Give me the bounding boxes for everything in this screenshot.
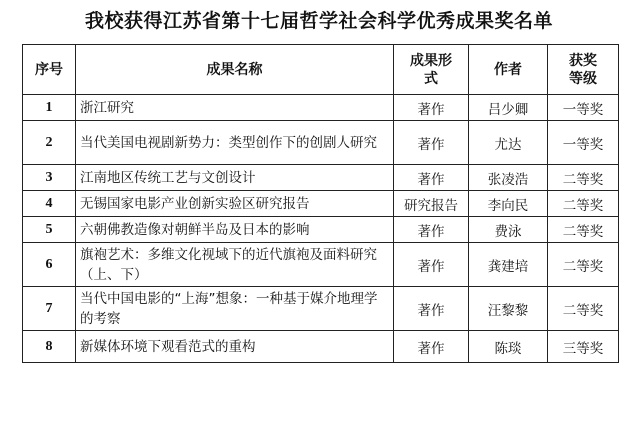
row-number: 2 bbox=[23, 121, 76, 165]
work-author: 汪黎黎 bbox=[469, 287, 548, 331]
work-title: 江南地区传统工艺与文创设计 bbox=[76, 165, 394, 191]
awards-table bbox=[22, 44, 619, 363]
row-number: 1 bbox=[23, 95, 76, 121]
work-title: 浙江研究 bbox=[76, 95, 394, 121]
award-level: 二等奖 bbox=[548, 243, 619, 287]
row-number: 4 bbox=[23, 191, 76, 217]
work-author: 费泳 bbox=[469, 217, 548, 243]
header-author: 作者 bbox=[469, 45, 548, 95]
header-no: 序号 bbox=[23, 45, 76, 95]
work-type: 研究报告 bbox=[394, 191, 469, 217]
work-title: 当代中国电影的“上海”想象：一种基于媒介地理学的考察 bbox=[76, 287, 394, 331]
award-level: 二等奖 bbox=[548, 191, 619, 217]
work-author: 吕少卿 bbox=[469, 95, 548, 121]
page-title: 我校获得江苏省第十七届哲学社会科学优秀成果奖名单 bbox=[84, 10, 553, 32]
work-author: 龚建培 bbox=[469, 243, 548, 287]
work-type: 著作 bbox=[394, 217, 469, 243]
row-number: 5 bbox=[23, 217, 76, 243]
row-number: 8 bbox=[23, 331, 76, 363]
work-title: 无锡国家电影产业创新实验区研究报告 bbox=[76, 191, 394, 217]
award-level: 二等奖 bbox=[548, 165, 619, 191]
work-type: 著作 bbox=[394, 95, 469, 121]
header-level-line1: 获奖 bbox=[569, 52, 597, 69]
row-number: 6 bbox=[23, 243, 76, 287]
header-level bbox=[548, 45, 619, 95]
row-number: 3 bbox=[23, 165, 76, 191]
work-type: 著作 bbox=[394, 165, 469, 191]
table-row bbox=[23, 191, 619, 217]
work-title: 六朝佛教造像对朝鲜半岛及日本的影响 bbox=[76, 217, 394, 243]
work-author: 张凌浩 bbox=[469, 165, 548, 191]
header-name: 成果名称 bbox=[76, 45, 394, 95]
work-type: 著作 bbox=[394, 243, 469, 287]
award-level: 一等奖 bbox=[548, 95, 619, 121]
work-title: 新媒体环境下观看范式的重构 bbox=[76, 331, 394, 363]
header-type-line2: 式 bbox=[424, 70, 438, 87]
table-row bbox=[23, 121, 619, 165]
award-level: 三等奖 bbox=[548, 331, 619, 363]
work-title: 当代美国电视剧新势力：类型创作下的创剧人研究 bbox=[76, 121, 394, 165]
work-author: 尤达 bbox=[469, 121, 548, 165]
award-level: 一等奖 bbox=[548, 121, 619, 165]
award-level: 二等奖 bbox=[548, 287, 619, 331]
header-level-line2: 等级 bbox=[569, 70, 597, 87]
header-type-line1: 成果形 bbox=[410, 52, 452, 69]
table-row bbox=[23, 165, 619, 191]
table-row bbox=[23, 217, 619, 243]
header-type bbox=[394, 45, 469, 95]
work-author: 陈琰 bbox=[469, 331, 548, 363]
row-number: 7 bbox=[23, 287, 76, 331]
table-row bbox=[23, 95, 619, 121]
table-header-row bbox=[23, 45, 619, 95]
work-author: 李向民 bbox=[469, 191, 548, 217]
award-level: 二等奖 bbox=[548, 217, 619, 243]
work-type: 著作 bbox=[394, 121, 469, 165]
work-type: 著作 bbox=[394, 287, 469, 331]
work-title: 旗袍艺术：多维文化视域下的近代旗袍及面料研究（上、下） bbox=[76, 243, 394, 287]
table-row bbox=[23, 287, 619, 331]
table-row bbox=[23, 331, 619, 363]
work-type: 著作 bbox=[394, 331, 469, 363]
table-row bbox=[23, 243, 619, 287]
